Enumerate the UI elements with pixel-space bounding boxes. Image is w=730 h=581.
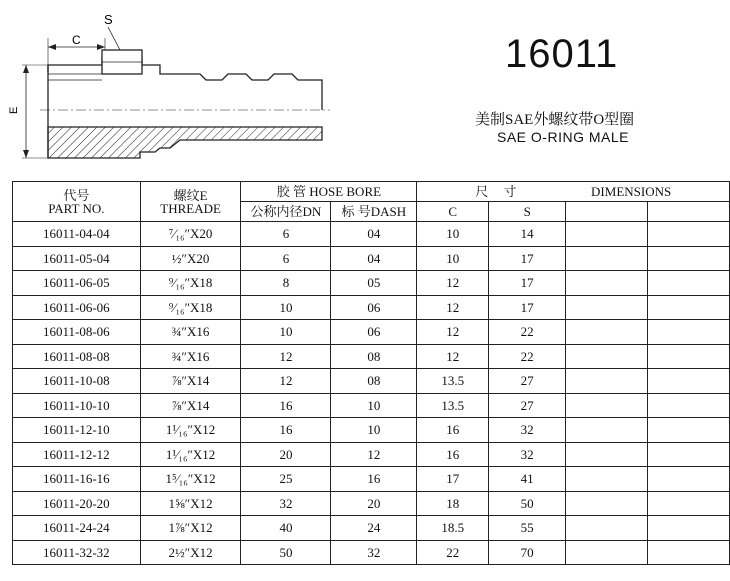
table-row	[13, 320, 730, 345]
cell-c: 12	[417, 320, 489, 345]
header-dimensions	[417, 182, 730, 202]
header-dimensions-en: DIMENSIONS	[591, 184, 672, 199]
cell-dn: 12	[241, 344, 331, 369]
cell-thread: ⁷⁄₁₆″X20	[140, 222, 241, 247]
cell-empty	[648, 295, 730, 320]
cell-empty	[566, 369, 648, 394]
cell-thread: 1⅞″X12	[140, 516, 241, 541]
cell-dn: 32	[241, 491, 331, 516]
cell-dash: 08	[331, 344, 417, 369]
cell-s: 22	[489, 320, 566, 345]
table-row	[13, 295, 730, 320]
table-row	[13, 222, 730, 247]
cell-c: 18	[417, 491, 489, 516]
header-dash: 标 号DASH	[331, 202, 417, 222]
header-c: C	[417, 202, 489, 222]
cell-part-no: 16011-16-16	[13, 467, 141, 492]
cell-empty	[566, 467, 648, 492]
cell-thread: ½″X20	[140, 246, 241, 271]
cell-dash: 04	[331, 222, 417, 247]
cell-s: 50	[489, 491, 566, 516]
cell-dn: 12	[241, 369, 331, 394]
cell-part-no: 16011-08-08	[13, 344, 141, 369]
cell-dn: 50	[241, 540, 331, 565]
cell-part-no: 16011-32-32	[13, 540, 141, 565]
cell-empty	[648, 540, 730, 565]
cell-s: 27	[489, 369, 566, 394]
cell-thread: ⅞″X14	[140, 393, 241, 418]
table-row	[13, 418, 730, 443]
header-empty-2	[648, 202, 730, 222]
cell-s: 55	[489, 516, 566, 541]
product-title: 16011	[505, 32, 619, 76]
cell-dash: 06	[331, 295, 417, 320]
header-part-no-cn: 代号	[63, 187, 90, 203]
cell-empty	[566, 442, 648, 467]
table-row	[13, 516, 730, 541]
table-row	[13, 246, 730, 271]
cell-empty	[566, 295, 648, 320]
header-dimensions-cn: 尺 寸	[475, 184, 523, 199]
cell-s: 70	[489, 540, 566, 565]
cell-dash: 05	[331, 271, 417, 296]
cell-part-no: 16011-24-24	[13, 516, 141, 541]
header-part-no-en: PART NO.	[48, 200, 105, 216]
cell-dash: 10	[331, 393, 417, 418]
cell-s: 14	[489, 222, 566, 247]
cell-empty	[566, 418, 648, 443]
header-empty-1	[566, 202, 648, 222]
cell-part-no: 16011-10-08	[13, 369, 141, 394]
cell-dn: 40	[241, 516, 331, 541]
cell-dash: 10	[331, 418, 417, 443]
cell-empty	[648, 467, 730, 492]
cell-empty	[648, 491, 730, 516]
header-dn: 公称内径DN	[241, 202, 331, 222]
cell-dn: 20	[241, 442, 331, 467]
spec-table	[12, 181, 730, 565]
header-hose-bore: 胶 管 HOSE BORE	[241, 182, 417, 202]
cell-dash: 32	[331, 540, 417, 565]
cell-empty	[566, 344, 648, 369]
cell-part-no: 16011-12-10	[13, 418, 141, 443]
header-part-no	[13, 182, 141, 222]
cell-empty	[648, 442, 730, 467]
cell-empty	[648, 222, 730, 247]
cell-thread: 1¹⁄₁₆″X12	[140, 442, 241, 467]
table-row	[13, 393, 730, 418]
cell-s: 32	[489, 418, 566, 443]
cell-dash: 08	[331, 369, 417, 394]
cell-empty	[566, 246, 648, 271]
cell-empty	[648, 344, 730, 369]
table-row	[13, 540, 730, 565]
cell-s: 22	[489, 344, 566, 369]
table-row	[13, 271, 730, 296]
header-thread-en: THREADE	[160, 200, 221, 216]
cell-dn: 16	[241, 418, 331, 443]
cell-dn: 10	[241, 320, 331, 345]
cell-thread: ¾″X16	[140, 320, 241, 345]
cell-empty	[648, 418, 730, 443]
cell-empty	[566, 222, 648, 247]
cell-dash: 16	[331, 467, 417, 492]
cell-c: 10	[417, 246, 489, 271]
table-row	[13, 491, 730, 516]
cell-dash: 06	[331, 320, 417, 345]
table-row	[13, 369, 730, 394]
cell-thread: ⁹⁄₁₆″X18	[140, 295, 241, 320]
subtitle-english: SAE O-RING MALE	[497, 129, 629, 145]
cell-c: 18.5	[417, 516, 489, 541]
cell-dash: 24	[331, 516, 417, 541]
header-thread-cn: 螺纹E	[173, 187, 208, 203]
cell-part-no: 16011-06-06	[13, 295, 141, 320]
header-thread	[140, 182, 241, 222]
cell-empty	[566, 516, 648, 541]
cell-empty	[566, 393, 648, 418]
cell-s: 17	[489, 246, 566, 271]
cell-part-no: 16011-10-10	[13, 393, 141, 418]
cell-empty	[648, 393, 730, 418]
cell-empty	[648, 271, 730, 296]
cell-dash: 12	[331, 442, 417, 467]
subtitle-chinese: 美制SAE外螺纹带O型圈	[475, 112, 635, 128]
dimension-s-label: S	[104, 12, 113, 27]
cell-thread: ¾″X16	[140, 344, 241, 369]
cell-empty	[648, 246, 730, 271]
dimension-e-label: E	[8, 106, 20, 114]
cell-dn: 8	[241, 271, 331, 296]
cell-c: 17	[417, 467, 489, 492]
table-row	[13, 344, 730, 369]
cell-c: 13.5	[417, 369, 489, 394]
cell-c: 16	[417, 442, 489, 467]
cell-empty	[566, 320, 648, 345]
cell-dash: 20	[331, 491, 417, 516]
cell-part-no: 16011-04-04	[13, 222, 141, 247]
cell-empty	[566, 491, 648, 516]
cell-dn: 6	[241, 246, 331, 271]
cell-s: 17	[489, 271, 566, 296]
cell-empty	[648, 369, 730, 394]
cell-thread: ⅞″X14	[140, 369, 241, 394]
header-s: S	[489, 202, 566, 222]
cell-dash: 04	[331, 246, 417, 271]
cell-thread: 1⅝″X12	[140, 491, 241, 516]
cell-empty	[566, 540, 648, 565]
fitting-drawing	[10, 10, 335, 170]
cell-c: 12	[417, 344, 489, 369]
cell-thread: ⁹⁄₁₆″X18	[140, 271, 241, 296]
cell-c: 13.5	[417, 393, 489, 418]
cell-empty	[566, 271, 648, 296]
table-row	[13, 467, 730, 492]
cell-s: 17	[489, 295, 566, 320]
cell-s: 27	[489, 393, 566, 418]
cell-empty	[648, 516, 730, 541]
cell-c: 10	[417, 222, 489, 247]
cell-thread: 1⁵⁄₁₆″X12	[140, 467, 241, 492]
cell-part-no: 16011-12-12	[13, 442, 141, 467]
cell-c: 12	[417, 271, 489, 296]
table-row	[13, 442, 730, 467]
dimension-c-label: C	[72, 33, 81, 47]
cell-c: 22	[417, 540, 489, 565]
cell-part-no: 16011-05-04	[13, 246, 141, 271]
cell-part-no: 16011-20-20	[13, 491, 141, 516]
cell-dn: 25	[241, 467, 331, 492]
cell-dn: 10	[241, 295, 331, 320]
cell-part-no: 16011-08-06	[13, 320, 141, 345]
cell-empty	[648, 320, 730, 345]
cell-c: 12	[417, 295, 489, 320]
cell-s: 41	[489, 467, 566, 492]
cell-c: 16	[417, 418, 489, 443]
cell-thread: 2½″X12	[140, 540, 241, 565]
cell-thread: 1¹⁄₁₆″X12	[140, 418, 241, 443]
cell-dn: 6	[241, 222, 331, 247]
cell-part-no: 16011-06-05	[13, 271, 141, 296]
cell-dn: 16	[241, 393, 331, 418]
cell-s: 32	[489, 442, 566, 467]
